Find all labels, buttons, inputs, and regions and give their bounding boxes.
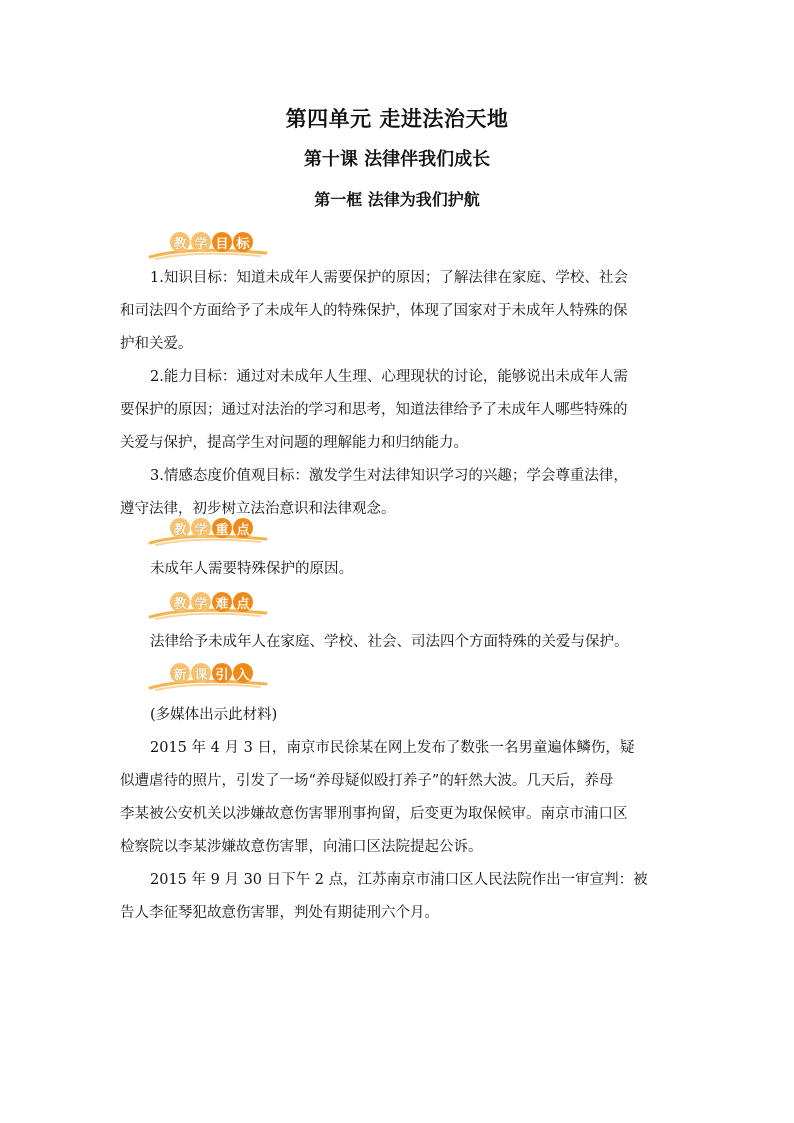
difficulties-text: [120, 626, 676, 659]
text-line: 3.情感态度价值观目标：激发学生对法律知识学习的兴趣；学会尊重法律，: [150, 468, 628, 484]
section-tag-introduction: [148, 663, 268, 689]
introduction-text: [120, 699, 676, 930]
lesson-title: 第十课 法律伴我们成长: [303, 149, 491, 170]
section-tag-objectives: [148, 232, 268, 258]
text-line: 关爱与保护，提高学生对问题的理解能力和归纳能力。: [120, 435, 468, 451]
tag-char: 重: [212, 518, 232, 538]
text-line: 1.知识目标：知道未成年人需要保护的原因；了解法律在家庭、学校、社会: [150, 270, 628, 286]
text-line: 法律给予未成年人在家庭、学校、社会、司法四个方面特殊的关爱与保护。: [150, 634, 629, 650]
tag-char: 学: [191, 232, 211, 252]
key-points-text: [120, 553, 676, 586]
text-line: 告人李征琴犯故意伤害罪，判处有期徒刑六个月。: [120, 905, 439, 921]
tag-char: 教: [170, 592, 190, 612]
text-line: 李某被公安机关以涉嫌故意伤害罪刑事拘留，后变更为取保候审。南京市浦口区: [120, 806, 628, 822]
tag-char: 课: [191, 663, 211, 683]
frame-title: 第一框 法律为我们护航: [314, 190, 480, 209]
text-line: 遵守法律，初步树立法治意识和法律观念。: [120, 501, 396, 517]
text-line: 护和关爱。: [120, 336, 193, 352]
tag-char: 点: [233, 592, 253, 612]
text-line: 2.能力目标：通过对未成年人生理、心理现状的讨论，能够说出未成年人需: [150, 369, 628, 385]
section-tag-difficulties: [148, 592, 268, 618]
tag-char: 教: [170, 232, 190, 252]
tag-char: 引: [212, 663, 232, 683]
tag-char: 教: [170, 518, 190, 538]
objectives-text: [120, 262, 676, 526]
tag-char: 目: [212, 232, 232, 252]
text-line: (多媒体出示此材料): [150, 707, 278, 723]
unit-title: 第四单元 走进法治天地: [285, 107, 509, 131]
tag-char: 入: [233, 663, 253, 683]
text-line: 2015 年 4 月 3 日，南京市民徐某在网上发布了数张一名男童遍体鳞伤，疑: [150, 740, 635, 756]
tag-char: 学: [191, 592, 211, 612]
tag-char: 学: [191, 518, 211, 538]
tag-char: 难: [212, 592, 232, 612]
text-line: 2015 年 9 月 30 日下午 2 点，江苏南京市浦口区人民法院作出一审宣判：被: [150, 872, 648, 888]
tag-char: 新: [170, 663, 190, 683]
tag-char: 点: [233, 518, 253, 538]
section-tag-key-points: [148, 518, 268, 544]
text-line: 检察院以李某涉嫌故意伤害罪，向浦口区法院提起公诉。: [120, 839, 483, 855]
text-line: 似遭虐待的照片，引发了一场“养母疑似殴打养子”的轩然大波。几天后，养母: [120, 773, 614, 789]
tag-char: 标: [233, 232, 253, 252]
text-line: 和司法四个方面给予了未成年人的特殊保护，体现了国家对于未成年人特殊的保: [120, 303, 628, 319]
text-line: 要保护的原因；通过对法治的学习和思考，知道法律给予了未成年人哪些特殊的: [120, 402, 628, 418]
text-line: 未成年人需要特殊保护的原因。: [150, 561, 353, 577]
